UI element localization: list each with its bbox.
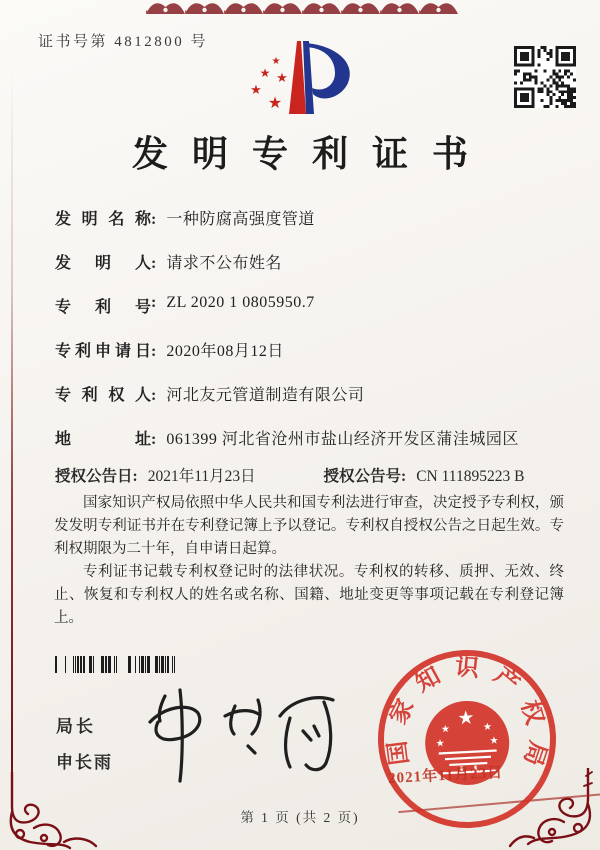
field-colon: :	[401, 468, 407, 485]
field-label: 专利申请日	[55, 343, 151, 360]
certificate-number: 证书号第 4812800 号	[38, 34, 209, 50]
field-colon: :	[151, 211, 157, 228]
field-label: 发明名称	[55, 211, 151, 228]
svg-text:★: ★	[482, 721, 493, 734]
field-value: 2020年08月12日	[166, 343, 284, 360]
grant-number-pair	[324, 468, 525, 485]
field-colon: :	[151, 431, 157, 448]
page-footer: 第 1 页 (共 2 页)	[240, 810, 360, 825]
field-row-patentee	[55, 382, 564, 403]
svg-text:★: ★	[276, 70, 288, 85]
grant-date-label: 授权公告日	[55, 468, 133, 485]
svg-text:★: ★	[440, 723, 451, 736]
field-colon: :	[151, 343, 157, 360]
field-list	[55, 206, 564, 470]
svg-text:★: ★	[435, 738, 445, 750]
grant-number-label: 授权公告号	[323, 468, 402, 485]
legal-text	[54, 492, 564, 630]
field-colon: :	[151, 294, 157, 311]
commissioner-name: 申长雨	[56, 753, 113, 772]
field-label: 专利号	[55, 299, 151, 316]
logo-stars	[250, 56, 288, 112]
certificate-title: 发明专利证书	[131, 134, 492, 174]
field-colon: :	[132, 468, 138, 485]
svg-text:★: ★	[489, 735, 499, 747]
grant-row	[55, 464, 580, 486]
commissioner-title: 局长	[56, 717, 96, 736]
svg-text:★: ★	[250, 82, 262, 97]
qr-code	[514, 46, 576, 108]
field-value: 请求不公布姓名	[166, 255, 282, 272]
legal-paragraph-1: 国家知识产权局依照中华人民共和国专利法进行审查，决定授予专利权，颁发发明专利证书并在专利登记簿上予以登记。专利权自授权公告之日起生效。专利权期限为二十年，自申请日起算。	[54, 495, 564, 557]
barcode	[55, 656, 177, 673]
handwritten-signature	[120, 676, 345, 791]
svg-text:★: ★	[271, 56, 281, 67]
grant-date-value: 2021年11月23日	[147, 468, 256, 485]
field-value: ZL 2020 1 0805950.7	[166, 294, 315, 311]
field-label: 发明人	[55, 255, 151, 272]
seal-date: 2021年11月23日	[387, 764, 504, 788]
field-value: 一种防腐高强度管道	[166, 211, 315, 228]
legal-paragraph-2: 专利证书记载专利权登记时的法律状况。专利权的转移、质押、无效、终止、恢复和专利权人的姓名或名称、国籍、地址变更等事项记载在专利登记簿上。	[54, 564, 564, 626]
field-row-invention-name	[55, 206, 564, 227]
top-border-ornament	[146, 0, 458, 14]
field-row-patent-number	[55, 294, 564, 315]
field-value: 河北友元管道制造有限公司	[166, 387, 365, 404]
field-row-address	[55, 426, 564, 447]
seal-agency-text: 国家知识产权局	[383, 654, 551, 782]
svg-text:★: ★	[259, 66, 271, 80]
cnipa-logo	[240, 38, 370, 120]
field-colon: :	[151, 255, 157, 272]
field-row-inventor	[55, 250, 564, 271]
field-row-filing-date	[55, 338, 564, 359]
field-label: 专利权人	[55, 387, 151, 404]
field-label: 地址	[55, 431, 151, 448]
svg-text:★: ★	[267, 95, 283, 112]
field-value: 061399 河北省沧州市盐山经济开发区蒲洼城园区	[166, 431, 519, 448]
grant-date-pair	[55, 468, 260, 485]
grant-number-value: CN 111895223 B	[416, 468, 525, 485]
field-colon: :	[151, 387, 157, 404]
svg-text:★: ★	[456, 707, 475, 730]
